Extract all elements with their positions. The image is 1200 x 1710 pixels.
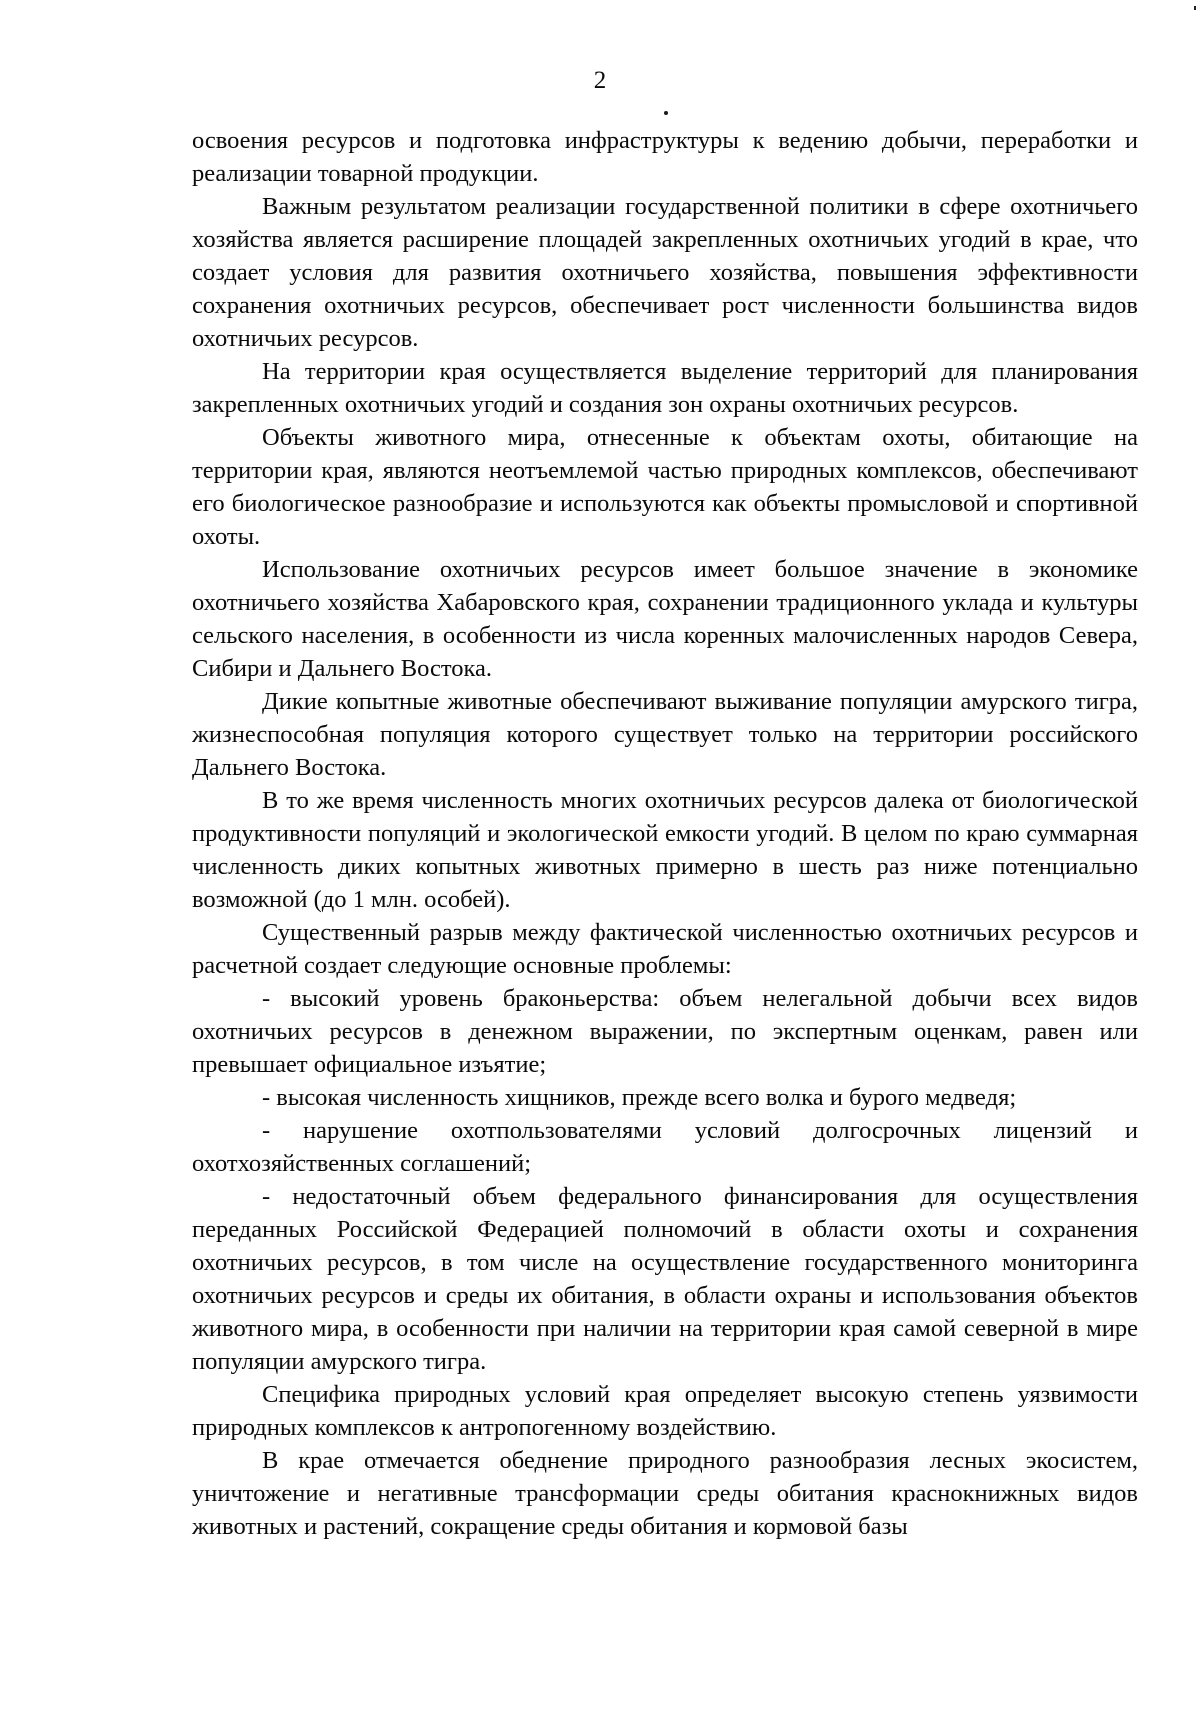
list-item-funding: - недостаточный объем федерального финансирования для осуществления переданных Российской Федерацией полномочий в области охоты и сохранения охотничьих ресурсов, в том числе на осуществление государственного мониторинга охотничьих ресурсов и среды их обитания, в области охраны и использования объектов животного мира, в особенности при наличии на территории края самой северной в мире популяции амурского тигра. [192, 1183, 1138, 1375]
page-number: 2 [593, 67, 607, 94]
paragraph-hunting-policy-result: Важным результатом реализации государственной политики в сфере охотничьего хозяйства является расширение площадей закрепленных охотничьих угодий в крае, что создает условия для развития охотничьего хозяйства, повышения эффективности сохранения охотничьих ресурсов, обеспечивает рост численности большинства видов охотничьих ресурсов. [192, 193, 1138, 352]
paragraph-continuation: освоения ресурсов и подготовка инфраструктуры к ведению добычи, переработки и реализации товарной продукции. [192, 127, 1138, 187]
list-item-predators: - высокая численность хищников, прежде всего волка и бурого медведя; [262, 1084, 1017, 1111]
list-item-license-violations: - нарушение охотпользователями условий долгосрочных лицензий и охотхозяйственных соглашений; [192, 1117, 1138, 1177]
body-text [192, 124, 1138, 1543]
scan-edge-mark [1194, 6, 1196, 10]
scan-dot-mark [664, 111, 668, 115]
paragraph-problems-intro: Существенный разрыв между фактической численностью охотничьих ресурсов и расчетной создает следующие основные проблемы: [192, 919, 1138, 979]
paragraph-population-gap: В то же время численность многих охотничьих ресурсов далека от биологической продуктивности популяций и экологической емкости угодий. В целом по краю суммарная численность диких копытных животных примерно в шесть раз ниже потенциально возможной (до 1 млн. особей). [192, 787, 1138, 913]
paragraph-ungulates-tiger: Дикие копытные животные обеспечивают выживание популяции амурского тигра, жизнеспособная популяция которого существует только на территории российского Дальнего Востока. [192, 688, 1138, 781]
paragraph-hunting-objects: Объекты животного мира, отнесенные к объектам охоты, обитающие на территории края, являются неотъемлемой частью природных комплексов, обеспечивают его биологическое разнообразие и используются как объекты промысловой и спортивной охоты. [192, 424, 1138, 550]
paragraph-resource-use: Использование охотничьих ресурсов имеет большое значение в экономике охотничьего хозяйства Хабаровского края, сохранении традиционного уклада и культуры сельского населения, в особенности из числа коренных малочисленных народов Севера, Сибири и Дальнего Востока. [192, 556, 1138, 682]
paragraph-territory-allocation: На территории края осуществляется выделение территорий для планирования закрепленных охотничьих угодий и создания зон охраны охотничьих ресурсов. [192, 358, 1138, 418]
paragraph-vulnerability: Специфика природных условий края определяет высокую степень уязвимости природных комплексов к антропогенному воздействию. [192, 1381, 1138, 1441]
list-item-poaching: - высокий уровень браконьерства: объем нелегальной добычи всех видов охотничьих ресурсов в денежном выражении, по экспертным оценкам, равен или превышает официальное изъятие; [192, 985, 1138, 1078]
paragraph-biodiversity-decline: В крае отмечается обеднение природного разнообразия лесных экосистем, уничтожение и негативные трансформации среды обитания краснокнижных видов животных и растений, сокращение среды обитания и кормовой базы [192, 1447, 1138, 1540]
